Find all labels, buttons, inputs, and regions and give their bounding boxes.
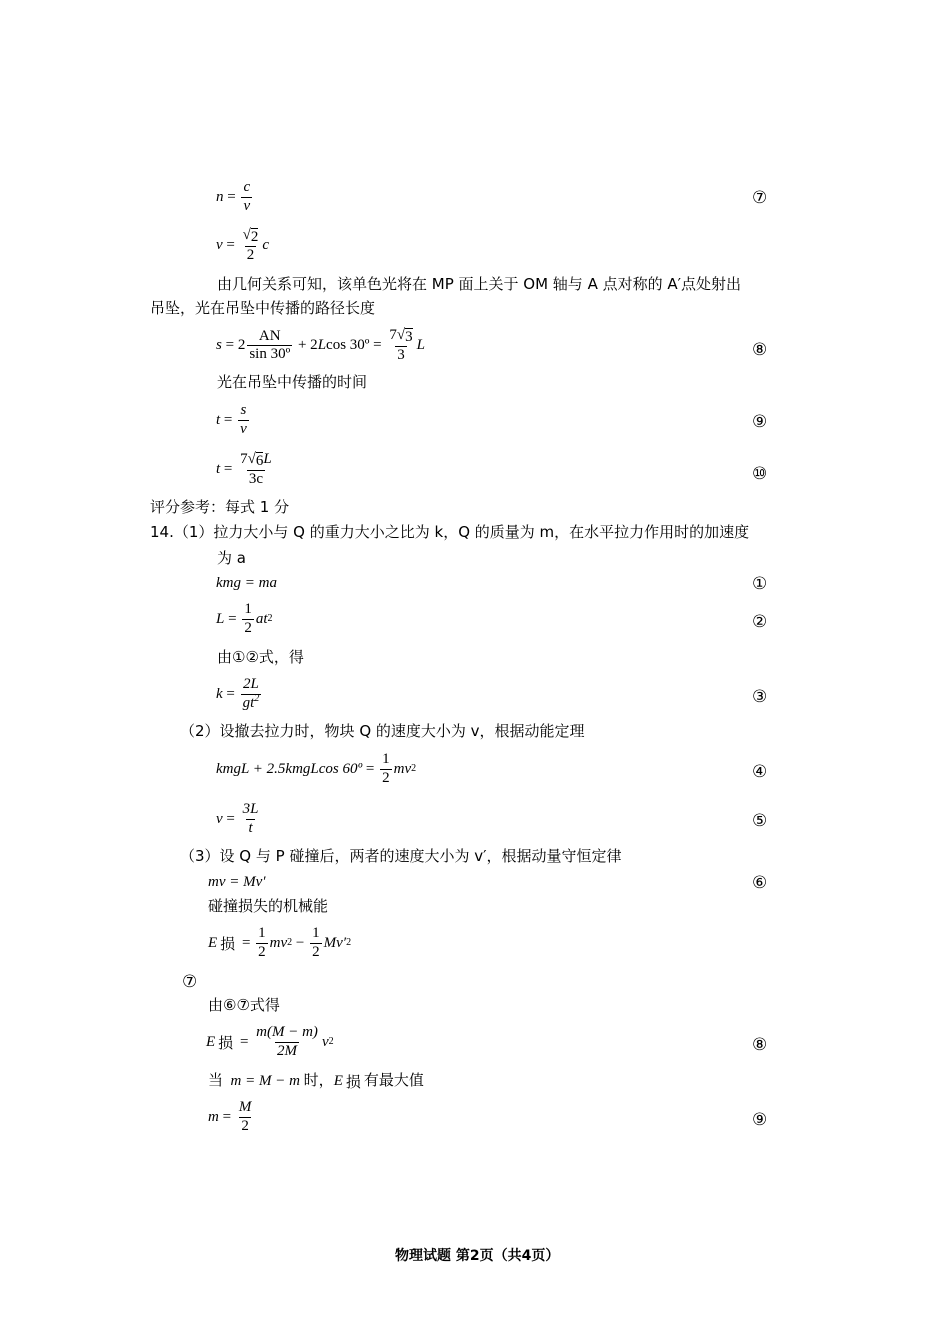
fraction bbox=[241, 228, 261, 264]
equation-q14-5: v = $\frac{3L}{t}$ bbox=[216, 801, 259, 836]
paragraph-geometry-line1: 由几何关系可知，该单色光将在 MP 面上关于 OM 轴与 A 点对称的 A′点处射出 bbox=[217, 275, 742, 293]
equation-number-9: ⑨ bbox=[752, 412, 768, 431]
fraction: $\frac{m(M - m)}{2M}$ bbox=[256, 1024, 318, 1059]
fraction: 7 √ 3 3 bbox=[389, 327, 413, 363]
q14-part1-line2: 为 a bbox=[217, 549, 246, 567]
equation-q14-8: E 损 = $\frac{m(M - m)}{2M}$ v 2 bbox=[206, 1024, 334, 1059]
equation-s: s = 2 $\frac{AN}{\text{sin 30º}}$ + 2 L cos 30º = 7 √ 3 3 L bbox=[216, 327, 425, 363]
fraction: 7 √ 6 L 3c bbox=[240, 451, 272, 487]
denominator: v bbox=[243, 197, 251, 214]
paragraph-geometry-line2: 吊坠，光在吊坠中传播的路径长度 bbox=[150, 299, 376, 317]
equation-number-q1: ① bbox=[752, 574, 768, 593]
text-from-6-7: 由⑥⑦式得 bbox=[208, 996, 280, 1014]
equation-number-q9: ⑨ bbox=[752, 1110, 768, 1129]
equation-q14-1: kmg = ma bbox=[216, 575, 277, 591]
text-maximum-condition: 当 m = M − m 时，E 损 有最大值 bbox=[208, 1071, 424, 1091]
numerator: c bbox=[243, 179, 251, 195]
equation-q14-6: mv = Mv′ bbox=[208, 874, 266, 890]
equation-q14-2: L = $\frac{1}{2}$ at 2 bbox=[216, 601, 273, 636]
text-energy-loss: 碰撞损失的机械能 bbox=[208, 897, 329, 915]
eq-lhs: v bbox=[216, 237, 223, 254]
q14-part1-line1: 14.（1）拉力大小与 Q 的重力大小之比为 k，Q 的质量为 m，在水平拉力作用时的加速度 bbox=[150, 523, 750, 541]
fraction: $\frac{1}{2}$ bbox=[382, 751, 390, 786]
equation-t2: t = 7 √ 6 L 3c bbox=[216, 451, 272, 487]
fraction: $\frac{3L}{t}$ bbox=[242, 801, 259, 836]
fraction: $\frac{1}{2}$ bbox=[244, 601, 252, 636]
q14-part3: （3）设 Q 与 P 碰撞后，两者的速度大小为 v′，根据动量守恒定律 bbox=[180, 847, 622, 865]
equation-t1: t = $\frac{s}{v}$ bbox=[216, 402, 247, 437]
sqrt-symbol: √ 6 bbox=[247, 451, 264, 469]
equation-number-8: ⑧ bbox=[752, 340, 768, 359]
sqrt-symbol: √ 3 bbox=[396, 327, 413, 345]
equation-number-q6: ⑥ bbox=[752, 873, 768, 892]
text-from-1-2: 由①②式，得 bbox=[217, 648, 304, 666]
fraction: $\frac{M}{2}$ bbox=[238, 1099, 252, 1134]
equation-number-q4: ④ bbox=[752, 762, 768, 781]
fraction bbox=[241, 180, 252, 215]
equation-number-q8: ⑧ bbox=[752, 1035, 768, 1054]
equation-q14-3: k = $\frac{2L}{gt^2}$ bbox=[216, 676, 260, 711]
text-propagation-time: 光在吊坠中传播的时间 bbox=[217, 373, 368, 391]
equation-v: v = √ 2 2 c bbox=[216, 227, 270, 263]
fraction: $\frac{1}{2}$ bbox=[312, 925, 320, 960]
fraction: $\frac{AN}{\text{sin 30º}}$ bbox=[249, 327, 291, 363]
scoring-note: 评分参考：每式 1 分 bbox=[150, 498, 290, 516]
fraction: $\frac{2L}{gt^2}$ bbox=[242, 676, 260, 711]
fraction: $\frac{1}{2}$ bbox=[258, 925, 266, 960]
equation-q14-7: E 损 = $\frac{1}{2}$ mv 2 − $\frac{1}{2}$ Mv′ 2 bbox=[208, 925, 352, 960]
equation-q14-9: m = $\frac{M}{2}$ bbox=[208, 1099, 252, 1134]
equation-number-7: ⑦ bbox=[752, 188, 768, 207]
denominator: 2 bbox=[246, 247, 255, 263]
sqrt-symbol: √ 2 bbox=[242, 227, 259, 245]
eq-lhs: n bbox=[216, 188, 224, 205]
page-footer: 物理试题 第2页（共4页） bbox=[395, 1248, 560, 1264]
equation-number-q3: ③ bbox=[752, 687, 768, 706]
q14-part2: （2）设撤去拉力时，物块 Q 的速度大小为 v，根据动能定理 bbox=[180, 722, 585, 740]
equation-q14-4: kmgL + 2.5kmgLcos 60º = $\frac{1}{2}$ mv 2 bbox=[216, 751, 417, 786]
equation-number-10: ⑩ bbox=[752, 464, 768, 483]
equation-number-q5: ⑤ bbox=[752, 811, 768, 830]
equation-number-q2: ② bbox=[752, 612, 768, 631]
eq-tail: c bbox=[262, 237, 270, 254]
equation-number-q7: ⑦ bbox=[182, 972, 198, 991]
fraction: $\frac{s}{v}$ bbox=[240, 402, 247, 437]
equation-n: n = $\frac{c}{v}$ bbox=[216, 179, 251, 214]
